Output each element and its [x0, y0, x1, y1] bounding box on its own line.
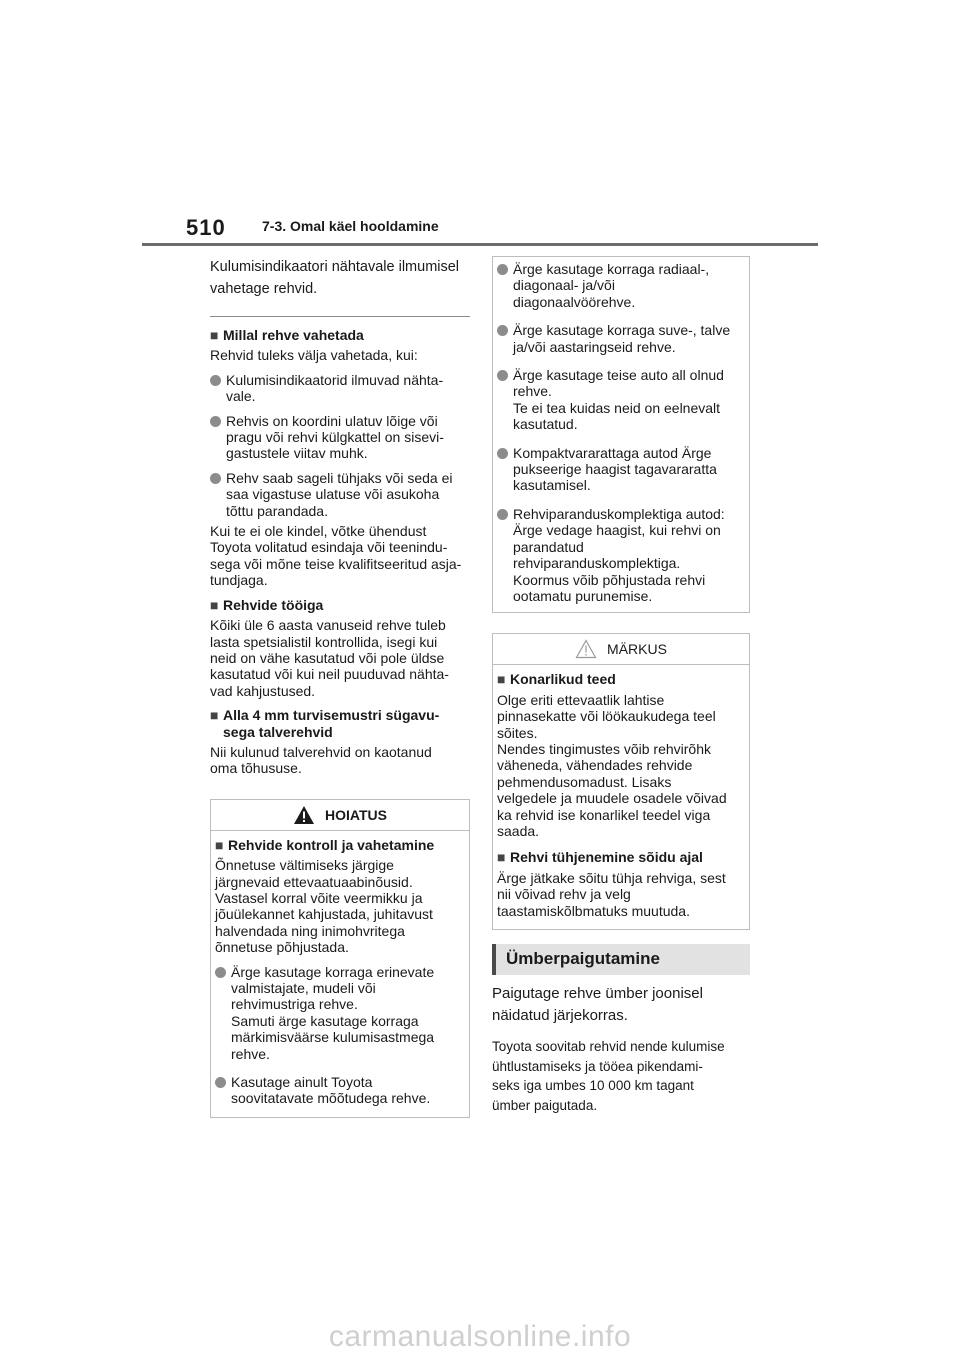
notice-title: MÄRKUS: [607, 641, 667, 658]
header-rule: [142, 243, 818, 246]
bullet-icon: [497, 370, 508, 381]
intro-text: Kulumisindikaatori nähtavale ilmumisel vahetage rehvid.: [210, 259, 460, 297]
square-bullet-icon: ■: [215, 836, 224, 853]
bullet-icon: [210, 416, 221, 427]
life-heading: ■ Rehvide tööiga: [210, 596, 324, 613]
warning-heading: ■ Rehvide kontroll ja vahetamine: [215, 836, 435, 853]
square-bullet-icon: ■: [497, 849, 506, 866]
list-item: Kulumisindikaatorid ilmuvad nähta- vale.: [210, 372, 470, 405]
list-item: Kasutage ainult Toyota soovitatavate mõõtudega rehve.: [215, 1074, 457, 1107]
list-item: Ärge kasutage teise auto all olnud rehve. Te ei tea kuidas neid on eelnevalt kasutatud.: [497, 367, 737, 433]
square-bullet-icon: ■: [210, 707, 219, 724]
warning-box-continued: [492, 256, 750, 613]
when-lead: Rehvid tuleks välja vahetada, kui:: [210, 347, 418, 364]
square-bullet-icon: ■: [210, 596, 219, 613]
square-bullet-icon: ■: [210, 327, 219, 343]
winter-text: Nii kulunud talverehvid on kaotanud oma tõhususe.: [210, 743, 432, 777]
bullet-icon: [497, 448, 508, 459]
bullet-icon: [215, 967, 226, 978]
rotation-lead: Paigutage rehve ümber joonisel näidatud järjekorras.: [492, 985, 703, 1024]
rotation-heading: Ümberpaigutamine: [492, 944, 750, 975]
notice-text-roads: Olge eriti ettevaatlik lahtise pinnasekatte või löökaukudega teel sõites. Nendes tingimustes võib rehvirõhk väheneda, vähendades rehvide pehmendusomadust. Lisaks velgedele ja muudele osadele võivad ka rehvid ise konarlikel teedel viga saada.: [497, 691, 727, 839]
when-heading: ■ Millal rehve vahetada: [210, 327, 364, 343]
notice-text-flat: Ärge jätkake sõitu tühja rehviga, sest nii võivad rehv ja velg taastamiskõlbmatuks muutuda.: [497, 869, 726, 919]
list-item: Ärge kasutage korraga suve-, talve ja/või aastaringseid rehve.: [497, 322, 737, 355]
bullet-icon: [497, 325, 508, 336]
right-column: [492, 256, 750, 1115]
bullet-icon: [497, 509, 508, 520]
watermark: carmanualsonline.info: [328, 1320, 632, 1353]
page-number: 510: [186, 215, 226, 240]
bullet-icon: [210, 473, 221, 484]
list-item: Rehv saab sageli tühjaks või seda ei saa vigastuse ulatuse või asukoha tõttu parandada.: [210, 470, 470, 519]
when-closing: Kui te ei ole kindel, võtke ühendust Toyota volitatud esindaja või teenindu- sega või mõne teise kvalifitseeritud asja- tundjaga.: [210, 523, 462, 589]
rotation-text: Toyota soovitab rehvid nende kulumise ühtlustamiseks ja tööea pikendami- seks iga umbes 10 000 km tagant ümber paigutada.: [492, 1039, 725, 1113]
warning-text: Õnnetuse vältimiseks järgige järgnevaid ettevaatuaabinõusid. Vastasel korral võite veermikku ja jõuülekannet kahjustada, juhitavust halvendada ning inimohvritega õnnetuse põhjustada.: [215, 857, 433, 956]
warning-body: [211, 831, 469, 1107]
life-text: Kõiki üle 6 aasta vanuseid rehve tuleb lasta spetsialistil kontrollida, isegi kui neid on vähe kasutatud või pole üldse kasutatud või kui neil puuduvad nähta- vad kahjustused.: [210, 617, 449, 699]
bullet-icon: [215, 1077, 226, 1088]
notice-box: [492, 633, 750, 930]
list-item: Rehviparanduskomplektiga autod: Ärge vedage haagist, kui rehvi on parandatud rehviparanduskomplektiga. Koormus võib põhjustada rehvi ootamatu purunemise.: [497, 506, 737, 604]
list-item: Kompaktvararattaga autod Ärge pukseerige haagist tagavararatta kasutamisel.: [497, 445, 737, 494]
warning-box: [210, 799, 470, 1118]
warning-continued-body: [493, 261, 749, 604]
notice-body: [493, 665, 749, 919]
notice-triangle-icon: [575, 639, 597, 659]
notice-header: [493, 634, 749, 665]
winter-heading: ■ Alla 4 mm turvisemustri sügavu- sega talverehvid: [210, 707, 440, 740]
warning-title: HOIATUS: [325, 806, 387, 823]
list-item: Ärge kasutage korraga radiaal-, diagonaal- ja/või diagonaalvöörehve.: [497, 261, 737, 310]
section-title: 7-3. Omal käel hooldamine: [262, 218, 439, 234]
square-bullet-icon: ■: [497, 671, 506, 688]
divider: [210, 316, 470, 317]
notice-heading-roads: ■ Konarlikud teed: [497, 671, 616, 688]
left-column: [210, 256, 470, 1118]
warning-header: [211, 800, 469, 831]
notice-heading-flat: ■ Rehvi tühjenemine sõidu ajal: [497, 849, 703, 866]
bullet-icon: [497, 264, 508, 275]
list-item: Ärge kasutage korraga erinevate valmistajate, mudeli või rehvimustriga rehve. Samuti ärge kasutage korraga märkimisväärse kulumisastmega rehve.: [215, 964, 457, 1062]
warning-triangle-icon: [293, 805, 315, 825]
list-item: Rehvis on koordini ulatuv lõige või pragu või rehvi külgkattel on sisevi- gastustele viitav muhk.: [210, 413, 470, 462]
bullet-icon: [210, 375, 221, 386]
